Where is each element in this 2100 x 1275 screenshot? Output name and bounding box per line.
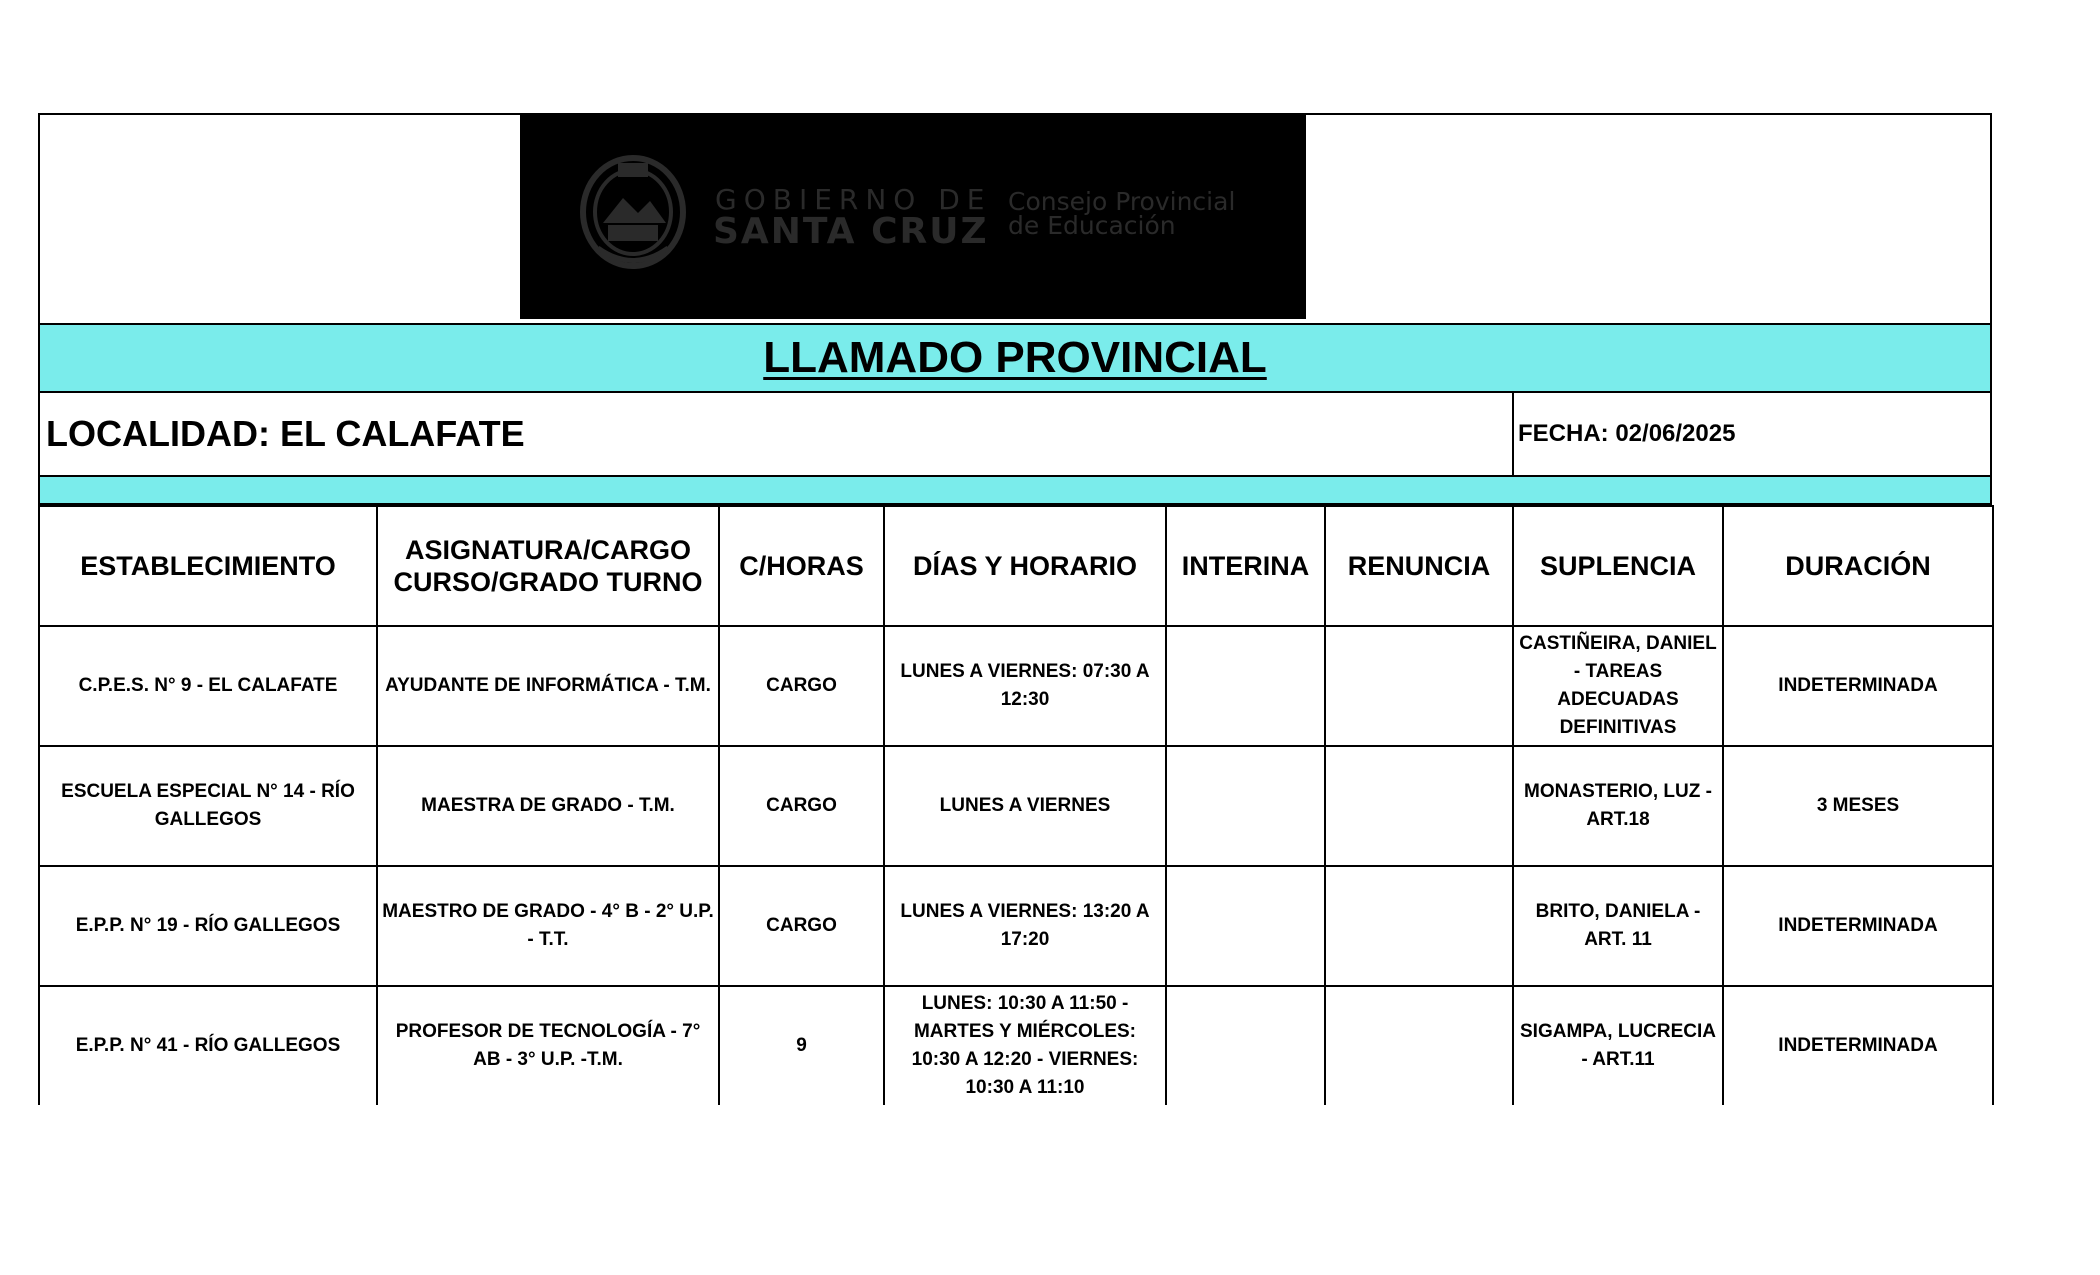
cell-interina — [1166, 746, 1325, 866]
cell-asignatura: PROFESOR DE TECNOLOGÍA - 7° AB - 3° U.P. -T.M. — [377, 986, 719, 1105]
cell-suplencia: BRITO, DANIELA - ART. 11 — [1513, 866, 1723, 986]
cell-asignatura: MAESTRA DE GRADO - T.M. — [377, 746, 719, 866]
fecha-label: FECHA: 02/06/2025 — [1518, 420, 1736, 447]
header-horas: C/HORAS — [719, 506, 884, 626]
cell-duracion: INDETERMINADA — [1723, 626, 1993, 746]
header-suplencia: SUPLENCIA — [1513, 506, 1723, 626]
logo-line-gobierno: GOBIERNO DE — [715, 183, 992, 216]
cell-horas: 9 — [719, 986, 884, 1105]
header-establecimiento: ESTABLECIMIENTO — [39, 506, 377, 626]
cell-suplencia: CASTIÑEIRA, DANIEL - TAREAS ADECUADAS DEFINITIVAS — [1513, 626, 1723, 746]
page-title: LLAMADO PROVINCIAL — [763, 333, 1267, 382]
cell-suplencia: SIGAMPA, LUCRECIA - ART.11 — [1513, 986, 1723, 1105]
logo-line-santa-cruz: SANTA CRUZ — [713, 211, 989, 252]
cell-dias-horario: LUNES: 10:30 A 11:50 - MARTES Y MIÉRCOLES: 10:30 A 12:20 - VIERNES: 10:30 A 11:10 — [884, 986, 1166, 1105]
cell-interina — [1166, 986, 1325, 1105]
provincial-seal-icon — [578, 153, 688, 271]
cell-renuncia — [1325, 746, 1513, 866]
localidad-label: LOCALIDAD: EL CALAFATE — [40, 393, 1514, 475]
cell-duracion: 3 MESES — [1723, 746, 1993, 866]
location-date-row — [38, 393, 1992, 477]
cell-interina — [1166, 626, 1325, 746]
header-dias-horario: DÍAS Y HORARIO — [884, 506, 1166, 626]
header-interina: INTERINA — [1166, 506, 1325, 626]
header-duracion: DURACIÓN — [1723, 506, 1993, 626]
table-row — [39, 626, 1993, 746]
cell-renuncia — [1325, 986, 1513, 1105]
cell-establecimiento: E.P.P. N° 41 - RÍO GALLEGOS — [39, 986, 377, 1105]
table-row — [39, 986, 1993, 1105]
title-banner — [38, 323, 1992, 393]
cell-establecimiento: C.P.E.S. N° 9 - EL CALAFATE — [39, 626, 377, 746]
cell-asignatura: MAESTRO DE GRADO - 4° B - 2° U.P. - T.T. — [377, 866, 719, 986]
cell-establecimiento: ESCUELA ESPECIAL N° 14 - RÍO GALLEGOS — [39, 746, 377, 866]
logo-line-consejo: Consejo Provincial — [1008, 187, 1236, 216]
cell-dias-horario: LUNES A VIERNES: 07:30 A 12:30 — [884, 626, 1166, 746]
cell-horas: CARGO — [719, 626, 884, 746]
cell-horas: CARGO — [719, 746, 884, 866]
cell-renuncia — [1325, 626, 1513, 746]
cell-establecimiento: E.P.P. N° 19 - RÍO GALLEGOS — [39, 866, 377, 986]
cell-horas: CARGO — [719, 866, 884, 986]
header-renuncia: RENUNCIA — [1325, 506, 1513, 626]
cell-duracion: INDETERMINADA — [1723, 986, 1993, 1105]
logo-line-educacion: de Educación — [1008, 211, 1176, 240]
header-asignatura: ASIGNATURA/CARGO CURSO/GRADO TURNO — [377, 506, 719, 626]
cell-suplencia: MONASTERIO, LUZ - ART.18 — [1513, 746, 1723, 866]
cell-dias-horario: LUNES A VIERNES — [884, 746, 1166, 866]
cell-asignatura: AYUDANTE DE INFORMÁTICA - T.M. — [377, 626, 719, 746]
vacancies-table — [38, 505, 1994, 1105]
cell-duracion: INDETERMINADA — [1723, 866, 1993, 986]
cell-renuncia — [1325, 866, 1513, 986]
cell-interina — [1166, 866, 1325, 986]
accent-spacer — [38, 477, 1992, 505]
table-row — [39, 746, 1993, 866]
header-logo-row — [38, 113, 1992, 323]
government-logo — [520, 113, 1306, 319]
document-sheet — [38, 113, 1992, 1105]
table-header-row — [39, 506, 1993, 626]
table-row — [39, 866, 1993, 986]
cell-dias-horario: LUNES A VIERNES: 13:20 A 17:20 — [884, 866, 1166, 986]
